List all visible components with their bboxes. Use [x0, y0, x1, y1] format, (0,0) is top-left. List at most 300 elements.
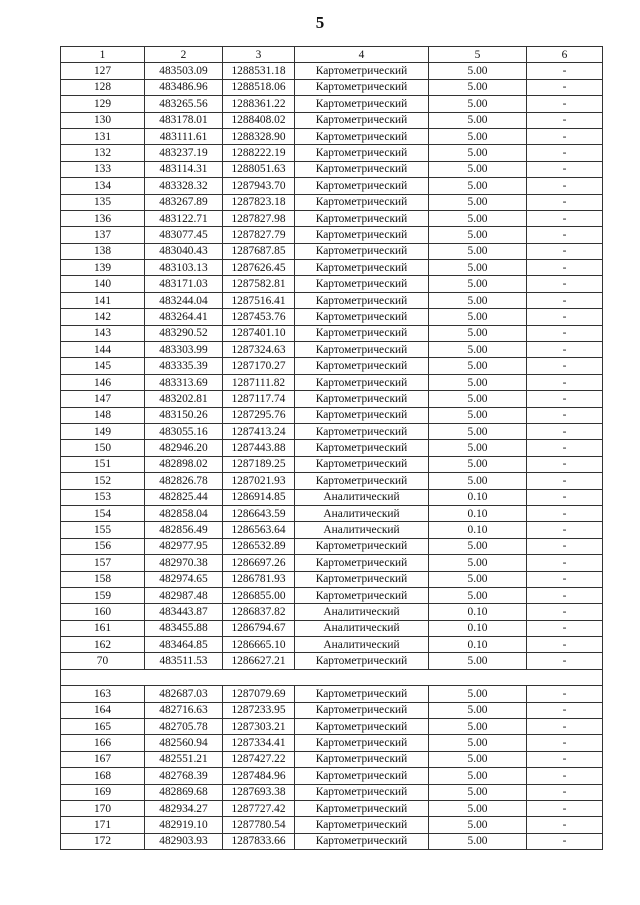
cell-accuracy: 5.00: [429, 653, 527, 669]
cell-note: -: [527, 751, 603, 767]
cell-x-coordinate: 482987.48: [145, 587, 223, 603]
table-row: [61, 309, 603, 325]
cell-x-coordinate: 483077.45: [145, 227, 223, 243]
cell-point-number: 129: [61, 96, 145, 112]
cell-accuracy: 5.00: [429, 702, 527, 718]
cell-y-coordinate: 1287693.38: [223, 784, 295, 800]
cell-accuracy: 5.00: [429, 276, 527, 292]
cell-note: -: [527, 505, 603, 521]
cell-point-number: 133: [61, 161, 145, 177]
cell-point-number: 142: [61, 309, 145, 325]
cell-accuracy: 5.00: [429, 440, 527, 456]
cell-accuracy: 5.00: [429, 456, 527, 472]
table-row: [61, 522, 603, 538]
table-row: [61, 374, 603, 390]
cell-point-number: 155: [61, 522, 145, 538]
header-col-6: 6: [527, 47, 603, 63]
cell-accuracy: 5.00: [429, 571, 527, 587]
cell-x-coordinate: 483486.96: [145, 79, 223, 95]
cell-x-coordinate: 482858.04: [145, 505, 223, 521]
table-row: [61, 145, 603, 161]
cell-point-number: 153: [61, 489, 145, 505]
cell-method: Картометрический: [295, 112, 429, 128]
table-row: [61, 473, 603, 489]
cell-y-coordinate: 1288222.19: [223, 145, 295, 161]
cell-y-coordinate: 1286794.67: [223, 620, 295, 636]
cell-x-coordinate: 482826.78: [145, 473, 223, 489]
cell-point-number: 164: [61, 702, 145, 718]
cell-x-coordinate: 482946.20: [145, 440, 223, 456]
cell-method: Картометрический: [295, 407, 429, 423]
cell-note: -: [527, 79, 603, 95]
cell-accuracy: 5.00: [429, 817, 527, 833]
cell-y-coordinate: 1286855.00: [223, 587, 295, 603]
cell-point-number: 170: [61, 800, 145, 816]
cell-point-number: 171: [61, 817, 145, 833]
cell-accuracy: 5.00: [429, 473, 527, 489]
cell-accuracy: 5.00: [429, 63, 527, 79]
cell-y-coordinate: 1286643.59: [223, 505, 295, 521]
cell-note: -: [527, 637, 603, 653]
cell-x-coordinate: 483103.13: [145, 260, 223, 276]
cell-x-coordinate: 483111.61: [145, 128, 223, 144]
cell-accuracy: 5.00: [429, 800, 527, 816]
cell-x-coordinate: 482898.02: [145, 456, 223, 472]
cell-note: -: [527, 768, 603, 784]
cell-x-coordinate: 483464.85: [145, 637, 223, 653]
cell-note: -: [527, 440, 603, 456]
cell-method: Картометрический: [295, 292, 429, 308]
cell-note: -: [527, 407, 603, 423]
cell-note: -: [527, 423, 603, 439]
cell-accuracy: 5.00: [429, 243, 527, 259]
table-row: [61, 423, 603, 439]
cell-method: Картометрический: [295, 817, 429, 833]
cell-accuracy: 5.00: [429, 325, 527, 341]
cell-point-number: 138: [61, 243, 145, 259]
cell-method: Картометрический: [295, 751, 429, 767]
cell-y-coordinate: 1288361.22: [223, 96, 295, 112]
cell-note: -: [527, 358, 603, 374]
table-row: [61, 555, 603, 571]
cell-note: -: [527, 210, 603, 226]
cell-x-coordinate: 483237.19: [145, 145, 223, 161]
cell-x-coordinate: 483150.26: [145, 407, 223, 423]
cell-y-coordinate: 1287827.98: [223, 210, 295, 226]
cell-point-number: 137: [61, 227, 145, 243]
table-row: [61, 178, 603, 194]
table-row: [61, 227, 603, 243]
cell-accuracy: 5.00: [429, 210, 527, 226]
table-row: [61, 800, 603, 816]
header-col-2: 2: [145, 47, 223, 63]
cell-x-coordinate: 483122.71: [145, 210, 223, 226]
cell-y-coordinate: 1287827.79: [223, 227, 295, 243]
table-row: [61, 571, 603, 587]
cell-x-coordinate: 482934.27: [145, 800, 223, 816]
cell-point-number: 147: [61, 391, 145, 407]
cell-point-number: 148: [61, 407, 145, 423]
cell-x-coordinate: 483264.41: [145, 309, 223, 325]
cell-point-number: 154: [61, 505, 145, 521]
cell-accuracy: 5.00: [429, 391, 527, 407]
cell-point-number: 131: [61, 128, 145, 144]
cell-accuracy: 5.00: [429, 784, 527, 800]
table-row: [61, 653, 603, 669]
table-row: [61, 79, 603, 95]
table-row: [61, 784, 603, 800]
cell-x-coordinate: 482716.63: [145, 702, 223, 718]
cell-method: Аналитический: [295, 637, 429, 653]
cell-accuracy: 5.00: [429, 719, 527, 735]
cell-method: Аналитический: [295, 522, 429, 538]
cell-note: -: [527, 538, 603, 554]
cell-point-number: 167: [61, 751, 145, 767]
cell-method: Картометрический: [295, 538, 429, 554]
cell-point-number: 127: [61, 63, 145, 79]
cell-x-coordinate: 482974.65: [145, 571, 223, 587]
cell-y-coordinate: 1287295.76: [223, 407, 295, 423]
cell-note: -: [527, 161, 603, 177]
cell-y-coordinate: 1288531.18: [223, 63, 295, 79]
table-row: [61, 538, 603, 554]
cell-accuracy: 5.00: [429, 374, 527, 390]
cell-x-coordinate: 482970.38: [145, 555, 223, 571]
cell-y-coordinate: 1287021.93: [223, 473, 295, 489]
cell-y-coordinate: 1287727.42: [223, 800, 295, 816]
cell-method: Аналитический: [295, 505, 429, 521]
cell-point-number: 135: [61, 194, 145, 210]
cell-method: Аналитический: [295, 604, 429, 620]
cell-accuracy: 5.00: [429, 96, 527, 112]
cell-accuracy: 5.00: [429, 194, 527, 210]
cell-point-number: 149: [61, 423, 145, 439]
cell-point-number: 172: [61, 833, 145, 849]
cell-x-coordinate: 483328.32: [145, 178, 223, 194]
cell-accuracy: 5.00: [429, 227, 527, 243]
cell-method: Картометрический: [295, 768, 429, 784]
cell-y-coordinate: 1286563.64: [223, 522, 295, 538]
cell-note: -: [527, 604, 603, 620]
cell-method: Картометрический: [295, 260, 429, 276]
cell-method: Картометрический: [295, 440, 429, 456]
cell-point-number: 168: [61, 768, 145, 784]
cell-accuracy: 0.10: [429, 489, 527, 505]
cell-x-coordinate: 483443.87: [145, 604, 223, 620]
cell-method: Картометрический: [295, 342, 429, 358]
cell-method: Картометрический: [295, 391, 429, 407]
cell-point-number: 158: [61, 571, 145, 587]
cell-method: Картометрический: [295, 145, 429, 161]
table-row: [61, 587, 603, 603]
cell-accuracy: 5.00: [429, 309, 527, 325]
cell-method: Картометрический: [295, 227, 429, 243]
cell-accuracy: 5.00: [429, 768, 527, 784]
cell-y-coordinate: 1287170.27: [223, 358, 295, 374]
table-body-second: [61, 686, 603, 850]
cell-method: Картометрический: [295, 555, 429, 571]
table-row: [61, 751, 603, 767]
cell-point-number: 165: [61, 719, 145, 735]
table-row: [61, 391, 603, 407]
cell-x-coordinate: 483335.39: [145, 358, 223, 374]
cell-method: Картометрический: [295, 128, 429, 144]
cell-point-number: 151: [61, 456, 145, 472]
cell-x-coordinate: 482903.93: [145, 833, 223, 849]
cell-y-coordinate: 1287427.22: [223, 751, 295, 767]
cell-accuracy: 5.00: [429, 260, 527, 276]
cell-accuracy: 5.00: [429, 112, 527, 128]
table-row: [61, 686, 603, 702]
cell-y-coordinate: 1286627.21: [223, 653, 295, 669]
cell-x-coordinate: 483265.56: [145, 96, 223, 112]
cell-accuracy: 5.00: [429, 751, 527, 767]
cell-accuracy: 0.10: [429, 620, 527, 636]
cell-y-coordinate: 1287233.95: [223, 702, 295, 718]
cell-y-coordinate: 1287833.66: [223, 833, 295, 849]
cell-x-coordinate: 482919.10: [145, 817, 223, 833]
cell-accuracy: 5.00: [429, 342, 527, 358]
cell-x-coordinate: 483290.52: [145, 325, 223, 341]
table-row: [61, 505, 603, 521]
cell-note: -: [527, 522, 603, 538]
cell-method: Картометрический: [295, 571, 429, 587]
cell-point-number: 136: [61, 210, 145, 226]
cell-note: -: [527, 63, 603, 79]
cell-x-coordinate: 482551.21: [145, 751, 223, 767]
cell-method: Картометрический: [295, 276, 429, 292]
table-row: [61, 292, 603, 308]
cell-point-number: 143: [61, 325, 145, 341]
cell-y-coordinate: 1287453.76: [223, 309, 295, 325]
cell-note: -: [527, 735, 603, 751]
cell-note: -: [527, 96, 603, 112]
table-row: [61, 833, 603, 849]
cell-y-coordinate: 1287582.81: [223, 276, 295, 292]
cell-note: -: [527, 702, 603, 718]
cell-method: Картометрический: [295, 96, 429, 112]
cell-point-number: 70: [61, 653, 145, 669]
cell-point-number: 132: [61, 145, 145, 161]
cell-point-number: 130: [61, 112, 145, 128]
cell-note: -: [527, 260, 603, 276]
cell-accuracy: 5.00: [429, 145, 527, 161]
cell-point-number: 162: [61, 637, 145, 653]
cell-y-coordinate: 1287303.21: [223, 719, 295, 735]
cell-note: -: [527, 292, 603, 308]
cell-x-coordinate: 482977.95: [145, 538, 223, 554]
cell-accuracy: 0.10: [429, 604, 527, 620]
cell-point-number: 163: [61, 686, 145, 702]
cell-x-coordinate: 482687.03: [145, 686, 223, 702]
cell-x-coordinate: 483244.04: [145, 292, 223, 308]
table-row: [61, 260, 603, 276]
cell-accuracy: 0.10: [429, 505, 527, 521]
table-row: [61, 620, 603, 636]
cell-point-number: 146: [61, 374, 145, 390]
cell-y-coordinate: 1288051.63: [223, 161, 295, 177]
cell-x-coordinate: 483202.81: [145, 391, 223, 407]
cell-point-number: 128: [61, 79, 145, 95]
cell-note: -: [527, 473, 603, 489]
cell-accuracy: 5.00: [429, 555, 527, 571]
cell-method: Картометрический: [295, 358, 429, 374]
cell-method: Картометрический: [295, 784, 429, 800]
cell-note: -: [527, 374, 603, 390]
table-row: [61, 243, 603, 259]
cell-y-coordinate: 1288328.90: [223, 128, 295, 144]
cell-method: Картометрический: [295, 735, 429, 751]
header-col-1: 1: [61, 47, 145, 63]
table-row: [61, 194, 603, 210]
cell-note: -: [527, 325, 603, 341]
cell-point-number: 160: [61, 604, 145, 620]
cell-y-coordinate: 1287943.70: [223, 178, 295, 194]
table-row: [61, 489, 603, 505]
cell-point-number: 145: [61, 358, 145, 374]
cell-note: -: [527, 800, 603, 816]
cell-y-coordinate: 1287443.88: [223, 440, 295, 456]
table-row: [61, 768, 603, 784]
cell-x-coordinate: 483511.53: [145, 653, 223, 669]
cell-x-coordinate: 482705.78: [145, 719, 223, 735]
table-row: [61, 358, 603, 374]
cell-y-coordinate: 1287516.41: [223, 292, 295, 308]
cell-point-number: 144: [61, 342, 145, 358]
table-row: [61, 407, 603, 423]
cell-note: -: [527, 227, 603, 243]
cell-x-coordinate: 483303.99: [145, 342, 223, 358]
cell-method: Картометрический: [295, 194, 429, 210]
cell-note: -: [527, 587, 603, 603]
header-col-5: 5: [429, 47, 527, 63]
header-col-3: 3: [223, 47, 295, 63]
cell-method: Картометрический: [295, 653, 429, 669]
cell-accuracy: 5.00: [429, 735, 527, 751]
cell-method: Картометрический: [295, 719, 429, 735]
cell-point-number: 150: [61, 440, 145, 456]
table-row: [61, 735, 603, 751]
cell-note: -: [527, 276, 603, 292]
cell-method: Картометрический: [295, 833, 429, 849]
cell-x-coordinate: 483114.31: [145, 161, 223, 177]
cell-x-coordinate: 483313.69: [145, 374, 223, 390]
table-row: [61, 702, 603, 718]
cell-x-coordinate: 482768.39: [145, 768, 223, 784]
table-row: [61, 817, 603, 833]
cell-accuracy: 5.00: [429, 686, 527, 702]
table-header: [61, 47, 603, 63]
cell-y-coordinate: 1287117.74: [223, 391, 295, 407]
cell-accuracy: 5.00: [429, 128, 527, 144]
cell-accuracy: 5.00: [429, 79, 527, 95]
cell-accuracy: 5.00: [429, 178, 527, 194]
table-row: [61, 325, 603, 341]
cell-point-number: 161: [61, 620, 145, 636]
cell-method: Картометрический: [295, 800, 429, 816]
cell-note: -: [527, 342, 603, 358]
cell-method: Аналитический: [295, 620, 429, 636]
cell-y-coordinate: 1287413.24: [223, 423, 295, 439]
cell-point-number: 166: [61, 735, 145, 751]
cell-note: -: [527, 309, 603, 325]
header-col-4: 4: [295, 47, 429, 63]
cell-note: -: [527, 128, 603, 144]
cell-y-coordinate: 1287334.41: [223, 735, 295, 751]
cell-x-coordinate: 483267.89: [145, 194, 223, 210]
table-row: [61, 210, 603, 226]
cell-note: -: [527, 833, 603, 849]
cell-method: Картометрический: [295, 178, 429, 194]
cell-y-coordinate: 1287111.82: [223, 374, 295, 390]
cell-method: Картометрический: [295, 79, 429, 95]
cell-point-number: 134: [61, 178, 145, 194]
spacer-cell: [61, 669, 603, 685]
cell-y-coordinate: 1286781.93: [223, 571, 295, 587]
cell-x-coordinate: 483055.16: [145, 423, 223, 439]
cell-note: -: [527, 112, 603, 128]
cell-note: -: [527, 555, 603, 571]
cell-y-coordinate: 1287823.18: [223, 194, 295, 210]
spacer-row: [61, 669, 603, 685]
cell-x-coordinate: 483040.43: [145, 243, 223, 259]
cell-y-coordinate: 1287687.85: [223, 243, 295, 259]
cell-point-number: 157: [61, 555, 145, 571]
header-row: [61, 47, 603, 63]
cell-y-coordinate: 1286697.26: [223, 555, 295, 571]
cell-note: -: [527, 391, 603, 407]
cell-accuracy: 5.00: [429, 423, 527, 439]
cell-point-number: 139: [61, 260, 145, 276]
cell-method: Картометрический: [295, 243, 429, 259]
cell-accuracy: 5.00: [429, 407, 527, 423]
cell-y-coordinate: 1286837.82: [223, 604, 295, 620]
cell-method: Картометрический: [295, 210, 429, 226]
cell-method: Картометрический: [295, 686, 429, 702]
cell-accuracy: 5.00: [429, 161, 527, 177]
cell-x-coordinate: 483455.88: [145, 620, 223, 636]
cell-accuracy: 5.00: [429, 833, 527, 849]
cell-y-coordinate: 1287189.25: [223, 456, 295, 472]
cell-y-coordinate: 1288518.06: [223, 79, 295, 95]
cell-x-coordinate: 482856.49: [145, 522, 223, 538]
cell-point-number: 156: [61, 538, 145, 554]
table-row: [61, 128, 603, 144]
cell-method: Картометрический: [295, 309, 429, 325]
table-row: [61, 161, 603, 177]
table-body-first: [61, 63, 603, 669]
table-row: [61, 637, 603, 653]
cell-y-coordinate: 1286532.89: [223, 538, 295, 554]
cell-note: -: [527, 686, 603, 702]
cell-note: -: [527, 145, 603, 161]
table-row: [61, 96, 603, 112]
cell-note: -: [527, 620, 603, 636]
cell-x-coordinate: 482560.94: [145, 735, 223, 751]
table-row: [61, 456, 603, 472]
table-row: [61, 63, 603, 79]
cell-method: Картометрический: [295, 456, 429, 472]
cell-y-coordinate: 1287079.69: [223, 686, 295, 702]
cell-y-coordinate: 1287484.96: [223, 768, 295, 784]
cell-note: -: [527, 571, 603, 587]
cell-accuracy: 5.00: [429, 358, 527, 374]
cell-method: Картометрический: [295, 423, 429, 439]
cell-y-coordinate: 1288408.02: [223, 112, 295, 128]
cell-method: Аналитический: [295, 489, 429, 505]
cell-method: Картометрический: [295, 374, 429, 390]
cell-y-coordinate: 1287626.45: [223, 260, 295, 276]
